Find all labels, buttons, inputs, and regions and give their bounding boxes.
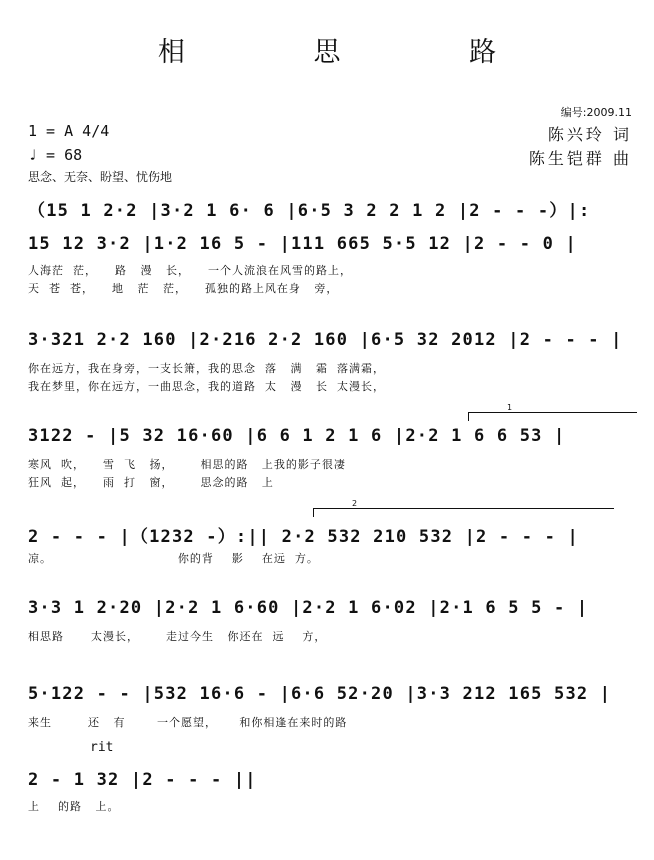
notation-line: 2 - - - |（1232 -）:|| 2·2 532 210 532 |2 - - - | bbox=[28, 527, 579, 547]
notation-line: 3122 - |5 32 16·60 |6 6 1 2 1 6 |2·2 1 6 6 53 | bbox=[28, 426, 566, 446]
staff-row bbox=[28, 684, 638, 774]
volta-bracket-2 bbox=[313, 499, 614, 517]
notation-line: （15 1 2·2 |3·2 1 6· 6 |6·5 3 2 2 1 2 |2 - - -）|: bbox=[28, 201, 591, 221]
notation-line: 3·321 2·2 160 |2·216 2·2 160 |6·5 32 2012 |2 - - - | bbox=[28, 330, 623, 350]
lyric-line: 狂风 起， 雨 打 窗， 思念的路 上 bbox=[28, 476, 274, 489]
staff-row bbox=[28, 598, 638, 688]
volta-number: 1 bbox=[507, 403, 513, 412]
key-signature: 1 = A 4/4 bbox=[28, 122, 110, 140]
lyric-line: 你在远方，我在身旁，一支长箫，我的思念 落 满 霜 落满霜， bbox=[28, 362, 385, 375]
composer-credit: 陈生铠群 曲 bbox=[528, 149, 632, 168]
lyric-line: 上 的路 上。 bbox=[28, 800, 120, 813]
lyricist-credit: 陈兴玲 词 bbox=[547, 125, 632, 144]
song-title: 相 思 路 bbox=[157, 37, 557, 68]
notation-line: 2 - 1 32 |2 - - - || bbox=[28, 770, 257, 790]
lyric-line: 凉。 你的背 影 在远 方。 bbox=[28, 552, 319, 565]
staff-row bbox=[28, 403, 638, 516]
notation-line: 3·3 1 2·20 |2·2 1 6·60 |2·2 1 6·02 |2·1 6 5 5 - | bbox=[28, 598, 589, 618]
lyric-line: 天 苍 苍， 地 茫 茫， 孤独的路上风在身 旁， bbox=[28, 282, 339, 295]
notation-line: 5·122 - - |532 16·6 - |6·6 52·20 |3·3 212 165 532 | bbox=[28, 684, 612, 704]
lyric-line: 来生 还 有 一个愿望， 和你相逢在来时的路 bbox=[28, 716, 348, 729]
staff-row bbox=[28, 234, 638, 324]
expression-marking: 思念、无奈、盼望、忧伤地 bbox=[28, 170, 173, 184]
lyric-line: 寒风 吹， 雪 飞 扬， 相思的路 上我的影子很凄 bbox=[28, 458, 346, 471]
notation-line: 15 12 3·2 |1·2 16 5 - |111 665 5·5 12 |2 - - 0 | bbox=[28, 234, 577, 254]
staff-row bbox=[28, 770, 638, 860]
lyric-line: 我在梦里，你在远方，一曲思念，我的道路 太 漫 长 太漫长， bbox=[28, 380, 385, 393]
lyric-line: 人海茫 茫， 路 漫 长， 一个人流浪在风雪的路上， bbox=[28, 264, 352, 277]
volta-number: 2 bbox=[352, 499, 358, 508]
volta-bracket-1 bbox=[468, 403, 637, 421]
lyric-line: 相思路 太漫长， 走过今生 你还在 远 方， bbox=[28, 630, 327, 643]
serial-number: 编号:2009.11 bbox=[560, 106, 632, 119]
tempo-marking: ♩ = 68 bbox=[28, 146, 83, 164]
staff-row bbox=[28, 330, 638, 420]
ritardando-marking: rit bbox=[90, 740, 114, 755]
